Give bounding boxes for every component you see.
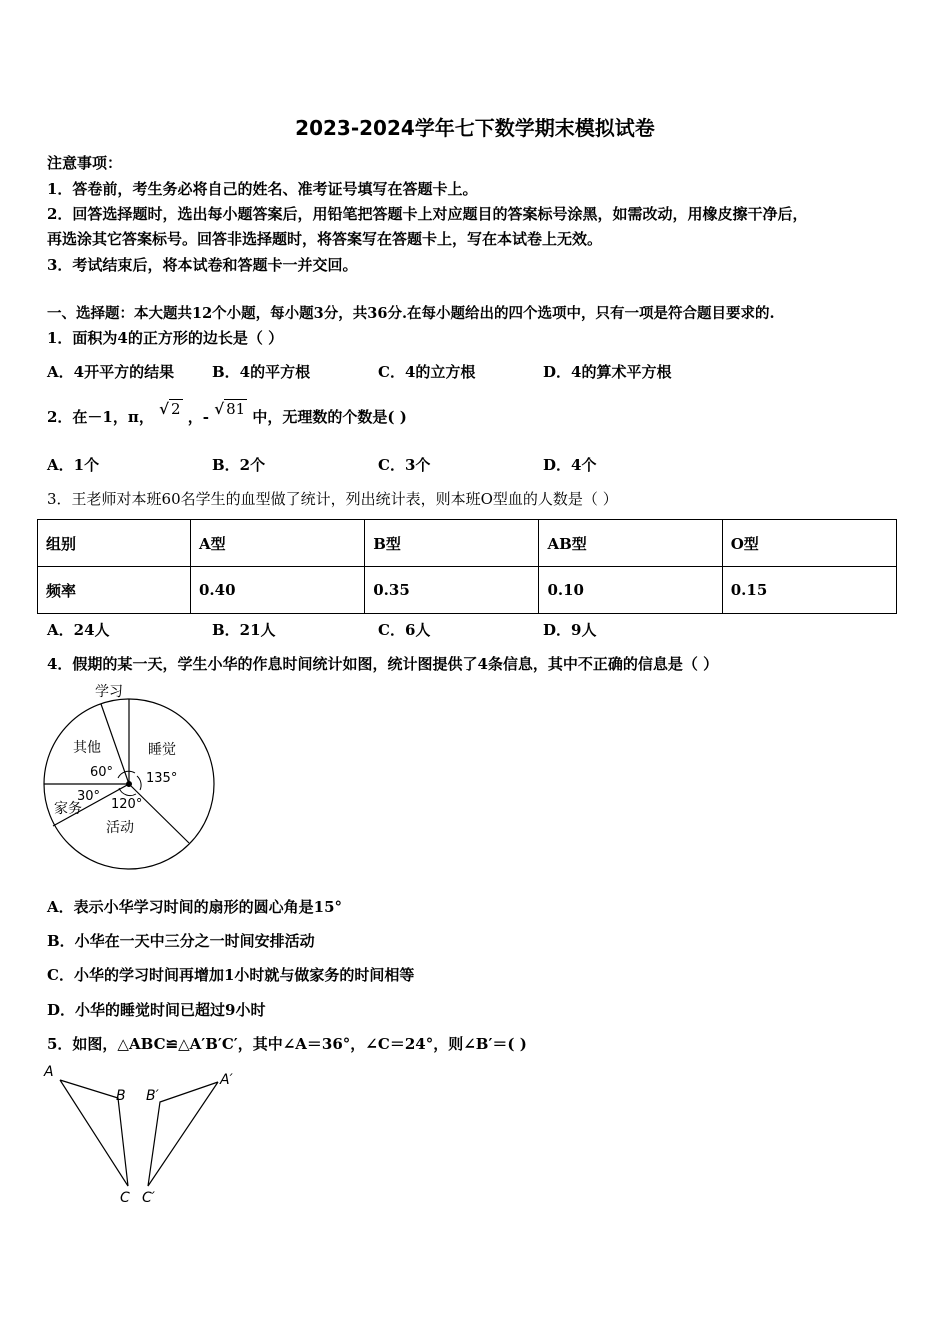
pie-angle-label: 30°	[77, 789, 101, 804]
vertex-label-c: C	[120, 1190, 130, 1206]
table-cell: 0.15	[722, 567, 896, 614]
table-cell: 频率	[38, 567, 191, 614]
option: C．小华的学习时间再增加1小时就与做家务的时间相等	[47, 966, 415, 984]
pie-angle-label: 60°	[90, 765, 114, 780]
table-cell: AB型	[539, 520, 722, 567]
option: A．4开平方的结果	[47, 363, 175, 381]
question-stem: 4．假期的某一天，学生小华的作息时间统计如图，统计图提供了4条信息，其中不正确的信息是（ ）	[47, 655, 719, 673]
section-heading: 一、选择题：本大题共12个小题，每小题3分，共36分.在每小题给出的四个选项中，只有一项是符合题目要求的.	[47, 305, 775, 322]
pie-angle-label: 120°	[111, 797, 143, 812]
angle-arc	[137, 776, 141, 790]
table-cell: O型	[722, 520, 896, 567]
vertex-label-c-prime: C′	[142, 1190, 155, 1206]
option: B．小华在一天中三分之一时间安排活动	[47, 932, 315, 950]
vertex-label-b-prime: B′	[146, 1088, 159, 1104]
table-cell: A型	[190, 520, 364, 567]
notice-heading: 注意事项：	[47, 154, 123, 172]
option: B．2个	[212, 456, 266, 474]
pie-label-study: 学习	[95, 684, 123, 700]
notice-item: 3．考试结束后，将本试卷和答题卡一并交回。	[47, 256, 358, 274]
option: D．4个	[543, 456, 597, 474]
option: D．9人	[543, 621, 597, 639]
sqrt-81: √ 81	[214, 400, 246, 418]
pie-label-housework: 家务	[54, 801, 82, 817]
pie-label-activity: 活动	[106, 820, 134, 836]
question-stem: 1．面积为4的正方形的边长是（ ）	[47, 329, 284, 347]
stem-prefix: 2．在－1，π，	[47, 408, 154, 426]
option: D．4的算术平方根	[543, 363, 672, 381]
notice-item: 再选涂其它答案标号。回答非选择题时，将答案写在答题卡上，写在本试卷上无效。	[47, 230, 603, 248]
blood-type-table	[37, 519, 897, 614]
table-cell: 组别	[38, 520, 191, 567]
stem-sep: ，-	[187, 408, 209, 426]
pie-label-other: 其他	[73, 740, 101, 756]
vertex-label-b: B	[116, 1088, 126, 1104]
option: C．4的立方根	[378, 363, 476, 381]
page-title: 2023-2024学年七下数学期末模拟试卷	[295, 116, 655, 140]
table-cell: 0.40	[190, 567, 364, 614]
notice-item: 1．答卷前，考生务必将自己的姓名、准考证号填写在答题卡上。	[47, 180, 478, 198]
table-cell: 0.10	[539, 567, 722, 614]
question-stem	[47, 400, 407, 427]
pie-center	[126, 781, 132, 787]
pie-angle-label: 135°	[146, 771, 178, 786]
congruent-triangles-figure	[40, 1062, 250, 1212]
pie-label-sleep: 睡觉	[148, 742, 176, 758]
option: C．6人	[378, 621, 431, 639]
table-header-row	[38, 520, 897, 567]
option: A．24人	[47, 621, 110, 639]
schedule-pie-chart	[40, 680, 230, 870]
table-cell: B型	[365, 520, 539, 567]
option: C．3个	[378, 456, 431, 474]
option: A．1个	[47, 456, 100, 474]
notice-item: 2．回答选择题时，选出每小题答案后，用铅笔把答题卡上对应题目的答案标号涂黑，如需改动，用橡皮擦干净后，	[47, 205, 808, 223]
option: D．小华的睡觉时间已超过9小时	[47, 1001, 266, 1019]
stem-suffix: 中，无理数的个数是( )	[252, 408, 407, 426]
pie-radius	[129, 784, 189, 843]
vertex-label-a-prime: A′	[220, 1072, 233, 1088]
vertex-label-a: A	[44, 1064, 54, 1080]
option: B．4的平方根	[212, 363, 311, 381]
option: B．21人	[212, 621, 276, 639]
sqrt-2: √ 2	[159, 400, 181, 418]
question-stem: 5．如图，△ABC≌△A′B′C′，其中∠A＝36°，∠C＝24°，则∠B′＝( )	[47, 1035, 527, 1053]
table-cell: 0.35	[365, 567, 539, 614]
table-row	[38, 567, 897, 614]
question-stem: 3．王老师对本班60名学生的血型做了统计，列出统计表，则本班O型血的人数是（ ）	[47, 490, 618, 508]
option: A．表示小华学习时间的扇形的圆心角是15°	[47, 898, 343, 916]
